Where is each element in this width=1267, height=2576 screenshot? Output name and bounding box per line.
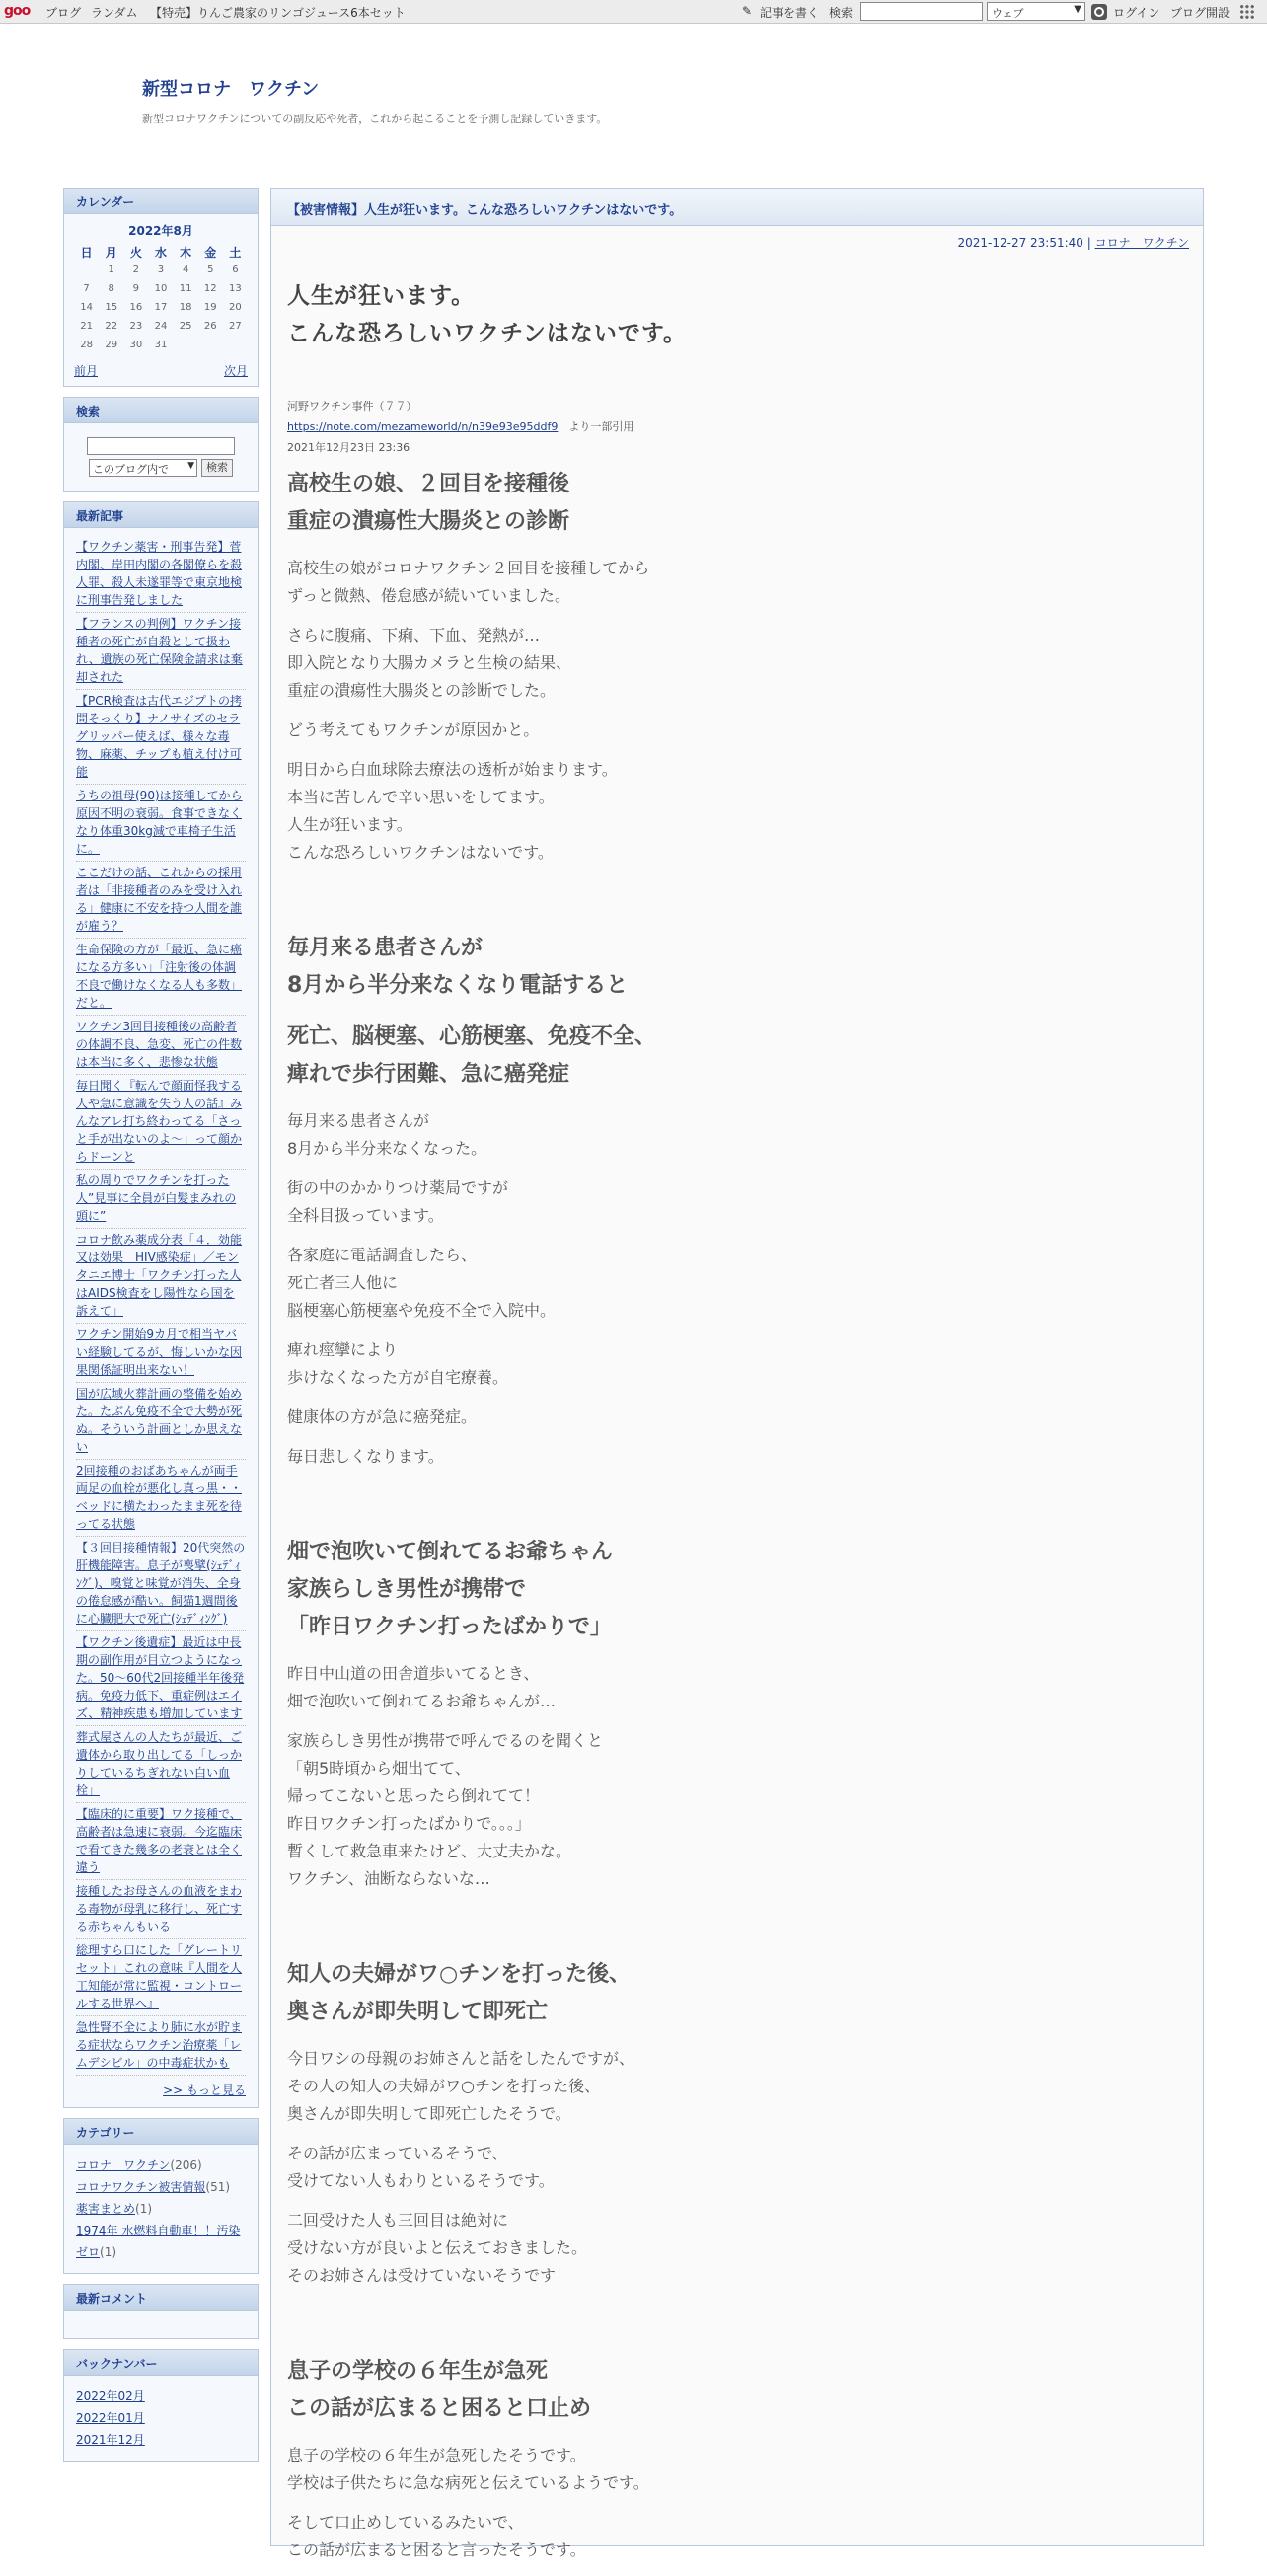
prev-month-link[interactable]: 前月 xyxy=(74,364,99,378)
calendar-weekday: 土 xyxy=(229,245,242,260)
section-spacer xyxy=(287,878,1175,922)
text-line: 息子の学校の６年生が急死したそうです。 xyxy=(287,2446,586,2464)
article-source xyxy=(287,396,1175,458)
text-line: この話が広まると困ると言ったそうです。 xyxy=(287,2540,586,2559)
text-line: 畑で泡吹いて倒れてるお爺ちゃんが… xyxy=(287,1692,557,1710)
login-link[interactable]: ログイン xyxy=(1113,6,1160,20)
text-line: 重症の潰瘍性大腸炎との診断でした。 xyxy=(287,681,557,700)
text-line: 即入院となり大腸カメラと生検の結果、 xyxy=(287,653,572,672)
calendar-week xyxy=(74,261,248,279)
recent-article-link[interactable]: 私の周りでワクチンを打った人”見事に全員が白髪まみれの頭に” xyxy=(76,1170,246,1229)
chevron-down-icon: ▼ xyxy=(187,461,194,471)
text-line: 明日から白血球除去療法の透析が始まります。 xyxy=(287,760,618,779)
text-line: 全科目扱っています。 xyxy=(287,1206,444,1225)
search-scope-value: ウェブ xyxy=(992,7,1024,20)
article-paragraph xyxy=(287,2140,1175,2195)
calendar-day: 26 xyxy=(203,321,217,332)
article-paragraph xyxy=(287,555,1175,610)
calendar-day: 11 xyxy=(179,283,192,294)
category-link[interactable]: 1974年 水燃料自動車！！汚染ゼロ xyxy=(76,2224,241,2259)
calendar-weekday: 金 xyxy=(204,245,217,260)
article-paragraph xyxy=(287,1336,1175,1392)
section-spacer xyxy=(287,1905,1175,1948)
recent-article-link[interactable]: 国が広域火葬計画の整備を始めた。たぶん免疫不全で大勢が死ぬ。そういう計画としか思えない xyxy=(76,1383,246,1460)
text-line: 重症の潰瘍性大腸炎との診断 xyxy=(287,509,570,534)
calendar-day: 4 xyxy=(182,265,189,275)
text-line: 今日ワシの母親のお姉さんと話をしたんですが、 xyxy=(287,2049,635,2068)
text-line: 暫くして救急車来たけど、大丈夫かな。 xyxy=(287,1842,572,1860)
category-item xyxy=(76,2220,246,2263)
backnumber-heading: バックナンバー xyxy=(64,2350,258,2376)
text-line: 毎月来る患者さんが xyxy=(287,1111,430,1130)
recent-article-link[interactable]: 葬式屋さんの人たちが最近、ご遺体から取り出してる「しっかりしているちぎれない白い血栓」 xyxy=(76,1726,246,1803)
calendar-weekday: 火 xyxy=(129,245,142,260)
article-title-line: 人生が狂います。 xyxy=(287,283,476,309)
backnumber-link[interactable]: 2021年12月 xyxy=(76,2433,145,2447)
recent-article-link[interactable]: 急性腎不全により肺に水が貯まる症状ならワクチン治療薬「レムデシビル」の中毒症状かも xyxy=(76,2016,246,2076)
calendar-day xyxy=(174,336,198,354)
calendar-day: 19 xyxy=(203,302,217,313)
recent-comments-heading: 最新コメント xyxy=(64,2285,258,2311)
search-label: 検索 xyxy=(829,6,854,20)
calendar-week xyxy=(74,298,248,317)
text-line: 8月から半分来なくなった。 xyxy=(287,1139,487,1158)
recent-article-link[interactable]: ワクチン3回目接種後の高齢者の体調不良、急変、死亡の件数は本当に多く、悲惨な状態 xyxy=(76,1016,246,1075)
calendar-day: 6 xyxy=(232,265,239,275)
text-line: 死亡、脳梗塞、心筋梗塞、免疫不全、 xyxy=(287,1024,657,1049)
text-line: 畑で泡吹いて倒れてるお爺ちゃん xyxy=(287,1540,614,1564)
text-line: 昨日中山道の田舎道歩いてるとき、 xyxy=(287,1664,540,1683)
calendar-day: 17 xyxy=(154,302,168,313)
calendar-week xyxy=(74,317,248,336)
backnumber-item xyxy=(76,2386,246,2407)
text-line: ずっと微熱、倦怠感が続いていました。 xyxy=(287,586,571,605)
text-line: 毎日悲しくなります。 xyxy=(287,1447,444,1466)
text-line: こんな恐ろしいワクチンはないです。 xyxy=(287,843,554,862)
text-line: 「朝5時頃から畑出てて、 xyxy=(287,1759,471,1778)
recent-article-link[interactable]: 【ワクチン後遺症】最近は中長期の副作用が目立つようになった。50～60代2回接種半年後発病。免疫力低下、重症例はエイズ、精神疾患も増加しています xyxy=(76,1631,246,1726)
calendar-day: 16 xyxy=(129,302,143,313)
categories-box xyxy=(63,2118,259,2274)
calendar-day: 5 xyxy=(207,265,214,275)
calendar-day: 12 xyxy=(203,283,217,294)
text-line: 痺れで歩行困難、急に癌発症 xyxy=(287,1062,570,1087)
topbar-link-random[interactable]: ランダム xyxy=(91,6,138,20)
text-line: 二回受けた人も三回目は絶対に xyxy=(287,2211,509,2230)
article-paragraph xyxy=(287,1174,1175,1230)
text-line: 息子の学校の６年生が急死 xyxy=(287,2359,549,2384)
calendar-heading: カレンダー xyxy=(64,189,258,214)
recent-articles-heading: 最新記事 xyxy=(64,502,258,528)
category-count: (206) xyxy=(170,2159,202,2172)
calendar-box xyxy=(63,188,259,387)
calendar-day xyxy=(198,336,223,354)
article-paragraph xyxy=(287,1660,1175,1715)
recent-article-link[interactable]: 【PCR検査は古代エジプトの拷問そっくり】ナノサイズのセラグリッパー使えば、様々な毒物、麻薬、チップも植え付け可能 xyxy=(76,690,246,785)
article-title xyxy=(287,277,1175,352)
calendar-week xyxy=(74,279,248,298)
backnumber-link[interactable]: 2022年01月 xyxy=(76,2411,145,2425)
calendar-day: 21 xyxy=(80,321,93,332)
calendar-day: 9 xyxy=(132,283,140,294)
calendar-day xyxy=(74,261,99,279)
article-paragraph xyxy=(287,2509,1175,2564)
calendar-day: 23 xyxy=(129,321,143,332)
article-paragraph xyxy=(287,1403,1175,1431)
calendar-day: 29 xyxy=(105,340,118,350)
article-panel xyxy=(270,188,1204,2559)
calendar-day: 30 xyxy=(129,340,143,350)
recent-article-link[interactable]: ワクチン開始9カ月で相当ヤバい経験してるが、悔しいかな因果関係証明出来ない！ xyxy=(76,1324,246,1383)
text-line: その人の知人の夫婦がワ○チンを打った後、 xyxy=(287,2077,601,2095)
blog-title[interactable]: 新型コロナ ワクチン xyxy=(142,79,320,100)
search-scope-select[interactable] xyxy=(987,2,1085,21)
source-name: 河野ワクチン事件（７７） xyxy=(287,400,417,413)
text-line: どう考えてもワクチンが原因かと。 xyxy=(287,720,540,739)
article-paragraph xyxy=(287,756,1175,867)
text-line: 奥さんが即失明して即死亡したそうで。 xyxy=(287,2104,571,2123)
category-item xyxy=(76,2176,246,2198)
text-line: 家族らしき男性が携帯で xyxy=(287,1577,527,1602)
top-toolbar xyxy=(0,0,1267,24)
calendar-day: 31 xyxy=(154,340,168,350)
next-month-link[interactable]: 次月 xyxy=(223,364,248,378)
calendar-day: 1 xyxy=(108,265,114,275)
calendar-weekday: 木 xyxy=(180,245,192,260)
blog-description: 新型コロナワクチンについての副反応や死者，これから起こることを予測し記録していきます。 xyxy=(142,113,608,125)
article-paragraph xyxy=(287,2045,1175,2128)
article-paragraph xyxy=(287,622,1175,705)
text-line: 街の中のかかりつけ薬局ですが xyxy=(287,1178,509,1197)
calendar-day: 28 xyxy=(80,340,93,350)
text-line: 受けない方が良いよと伝えておきました。 xyxy=(287,2238,588,2257)
article-paragraph xyxy=(287,2442,1175,2497)
recent-article-link[interactable]: 【臨床的に重要】ワク接種で、高齢者は急速に衰弱。今迄臨床で看てきた幾多の老衰とは全く違う xyxy=(76,1803,246,1880)
text-line: さらに腹痛、下痢、下血、発熱が… xyxy=(287,626,541,644)
recent-article-link[interactable]: 【フランスの判例】ワクチン接種者の死亡が自殺として扱われ、遺族の死亡保険金請求は棄却された xyxy=(76,613,246,690)
recent-article-link[interactable]: 接種したお母さんの血液をまわる毒物が母乳に移行し、死亡する赤ちゃんもいる xyxy=(76,1880,246,1939)
article-subheading xyxy=(287,466,1175,541)
recent-article-link[interactable]: 生命保険の方が「最近、急に癌になる方多い」「注射後の体調不良で働けなくなる人も多数」だと。 xyxy=(76,939,246,1016)
calendar-day: 10 xyxy=(154,283,168,294)
text-line: 家族らしき男性が携帯で呼んでるのを聞くと xyxy=(287,1731,604,1750)
article-subheading xyxy=(287,1534,1175,1646)
topbar-search-input[interactable] xyxy=(860,2,983,21)
calendar-month: 2022年8月 xyxy=(128,224,193,238)
article-category-link[interactable]: コロナ ワクチン xyxy=(1094,236,1189,250)
search-scope-dropdown[interactable] xyxy=(89,459,197,477)
section-spacer xyxy=(287,2302,1175,2345)
text-line: 8月から半分来なくなり電話すると xyxy=(287,973,629,998)
more-articles-link[interactable]: >> もっと見る xyxy=(163,2084,246,2097)
text-line: 各家庭に電話調査したら、 xyxy=(287,1246,478,1264)
article-title-line: こんな恐ろしいワクチンはないです。 xyxy=(287,321,688,346)
recent-article-link[interactable]: コロナ飲み薬成分表「４．効能又は効果 HIV感染症」／モンタニエ博士「ワクチン打った人はAIDS検査をし陽性なら国を訴えて」 xyxy=(76,1229,246,1324)
calendar-week xyxy=(74,336,248,354)
calendar-day: 2 xyxy=(132,265,140,275)
recent-article-link[interactable]: 総理すら口にした「グレートリセット」これの意味『人間を人工知能が常に監視・コントロールする世界へ』 xyxy=(76,1939,246,2016)
text-line: 健康体の方が急に癌発症。 xyxy=(287,1407,478,1426)
search-heading: 検索 xyxy=(64,398,258,423)
text-line: 高校生の娘、２回目を接種後 xyxy=(287,472,570,496)
text-line: 脳梗塞心筋梗塞や免疫不全で入院中。 xyxy=(287,1301,557,1320)
article-subheading xyxy=(287,1019,1175,1094)
category-count: (1) xyxy=(135,2202,153,2216)
text-line: ワクチン、油断ならないな… xyxy=(287,1869,490,1888)
article-datetime: 2021-12-27 23:51:40 xyxy=(957,236,1083,250)
search-icon[interactable] xyxy=(1091,4,1107,20)
recent-article-link[interactable]: 2回接種のおばあちゃんが両手両足の血栓が悪化し真っ黒・・ベッドに横たわったまま死を待ってる状態 xyxy=(76,1460,246,1537)
text-line: 人生が狂います。 xyxy=(287,815,412,834)
article-subheading xyxy=(287,2353,1175,2428)
backnumber-link[interactable]: 2022年02月 xyxy=(76,2389,145,2403)
calendar-weekday: 水 xyxy=(154,245,167,260)
topbar-link-blog[interactable]: ブログ xyxy=(45,6,82,20)
search-scope-value: このブログ内で xyxy=(93,463,169,476)
text-line: そのお姉さんは受けていないそうです xyxy=(287,2266,557,2285)
category-link[interactable]: 薬害まとめ xyxy=(76,2202,136,2216)
pencil-icon: ✎ xyxy=(742,4,753,18)
blog-search-input[interactable] xyxy=(87,437,235,455)
calendar-day: 22 xyxy=(105,321,118,332)
write-article-link[interactable]: 記事を書く xyxy=(760,6,820,20)
text-line: 帰ってこないと思ったら倒れてて！ xyxy=(287,1786,541,1805)
text-line: 奥さんが即失明して即死亡 xyxy=(287,2000,549,2024)
category-count: (51) xyxy=(205,2180,231,2194)
calendar-day: 20 xyxy=(229,302,242,313)
text-line: 昨日ワクチン打ったばかりで。。。」 xyxy=(287,1814,531,1833)
calendar-day xyxy=(223,336,248,354)
meta-separator: | xyxy=(1082,236,1095,250)
blog-search-button[interactable]: 検索 xyxy=(201,459,233,477)
source-link[interactable]: https://note.com/mezameworld/n/n39e93e95ddf9 xyxy=(287,420,559,433)
category-item xyxy=(76,2198,246,2220)
article-paragraph xyxy=(287,2207,1175,2290)
article-paragraph xyxy=(287,1443,1175,1471)
topbar-link-promo[interactable]: 【特売】りんご農家のリンゴジュース6本セット xyxy=(150,6,406,20)
text-line: 痺れ痙攣により xyxy=(287,1340,399,1359)
text-line: 「昨日ワクチン打ったばかりで」 xyxy=(287,1615,612,1639)
recent-article-link[interactable]: ここだけの話、これからの採用者は「非接種者のみを受け入れる」健康に不安を持つ人間を誰が雇う？ xyxy=(76,862,246,939)
calendar-day: 3 xyxy=(157,265,165,275)
text-line: 毎月来る患者さんが xyxy=(287,936,484,960)
source-suffix: より一部引用 xyxy=(558,420,634,433)
calendar-day: 27 xyxy=(229,321,242,332)
category-link[interactable]: コロナワクチン被害情報 xyxy=(76,2180,206,2194)
backnumber-item xyxy=(76,2407,246,2429)
recent-comments-box xyxy=(63,2284,259,2339)
calendar-day: 14 xyxy=(80,302,93,313)
text-line: その話が広まっているそうで、 xyxy=(287,2144,508,2162)
article-subheading xyxy=(287,1956,1175,2031)
backnumber-item xyxy=(76,2429,246,2451)
article-body xyxy=(287,277,1175,2576)
text-line: 死亡者三人他に xyxy=(287,1273,399,1292)
chevron-down-icon: ▼ xyxy=(1074,4,1081,15)
text-line: 歩けなくなった方が自宅療養。 xyxy=(287,1368,509,1387)
calendar-day: 15 xyxy=(105,302,118,313)
text-line: 高校生の娘がコロナワクチン２回目を接種してから xyxy=(287,559,650,577)
search-box xyxy=(63,397,259,492)
recent-article-link[interactable]: 【３回目接種情報】20代突然の肝機能障害。息子が喪擘(ｼｪﾃﾞｨﾝｸﾞ)、嗅覚と味覚が消失、全身の倦怠感が酷い。飼猫1週間後に心臓肥大で死亡(ｼｪﾃﾞｨﾝｸﾞ) xyxy=(76,1537,246,1631)
source-date: 2021年12月23日 23:36 xyxy=(287,441,410,454)
service-menu-icon[interactable] xyxy=(1239,4,1255,20)
text-line: そして口止めしているみたいで、 xyxy=(287,2513,524,2532)
categories-heading: カテゴリー xyxy=(64,2119,258,2145)
category-link[interactable]: コロナ ワクチン xyxy=(76,2159,171,2172)
text-line: 本当に苦しんで辛い思いをしてます。 xyxy=(287,788,555,806)
recent-article-link[interactable]: うちの祖母(90)は接種してから原因不明の衰弱。食事できなくなり体重30kg減で車椅子生活に。 xyxy=(76,785,246,862)
recent-articles-box xyxy=(63,501,259,2108)
goo-logo[interactable]: goo xyxy=(4,3,31,19)
backnumber-box xyxy=(63,2349,259,2462)
calendar-day: 13 xyxy=(229,283,242,294)
category-count: (1) xyxy=(100,2245,117,2259)
calendar-day: 18 xyxy=(179,302,192,313)
article-paragraph xyxy=(287,1242,1175,1325)
category-item xyxy=(76,2155,246,2176)
article-paragraph xyxy=(287,1107,1175,1163)
calendar-weekday: 日 xyxy=(80,245,93,260)
text-line: 受けてない人もわりといるそうです。 xyxy=(287,2171,555,2190)
text-line: 知人の夫婦がワ○チンを打った後、 xyxy=(287,1962,632,1987)
calendar-day: 7 xyxy=(83,283,90,294)
recent-article-link[interactable]: 【ワクチン薬害・刑事告発】菅内閣、岸田内閣の各閣僚らを殺人罪、殺人未遂罪等で東京地検に刑事告発しました xyxy=(76,536,246,613)
article-paragraph xyxy=(287,1727,1175,1893)
sidebar xyxy=(63,188,259,2471)
section-spacer xyxy=(287,1482,1175,1526)
text-line: 学校は子供たちに急な病死と伝えているようです。 xyxy=(287,2473,649,2492)
calendar-day: 24 xyxy=(154,321,168,332)
article-paragraph xyxy=(287,717,1175,744)
calendar-weekday: 月 xyxy=(105,245,117,260)
recent-article-link[interactable]: 毎日聞く『転んで顔面怪我する人や急に意識を失う人の話』みんなアレ打ち終わってる「さっと手が出ないのよ～」って顔からドーンと xyxy=(76,1075,246,1170)
text-line: この話が広まると困ると口止め xyxy=(287,2396,592,2421)
calendar-table xyxy=(74,243,248,354)
article-header: 【被害情報】人生が狂います。こんな恐ろしいワクチンはないです。 xyxy=(271,189,1203,226)
open-blog-link[interactable]: ブログ開設 xyxy=(1170,6,1230,20)
article-subheading xyxy=(287,930,1175,1005)
article-meta xyxy=(957,234,1189,251)
calendar-day: 25 xyxy=(179,321,192,332)
calendar-day: 8 xyxy=(108,283,114,294)
